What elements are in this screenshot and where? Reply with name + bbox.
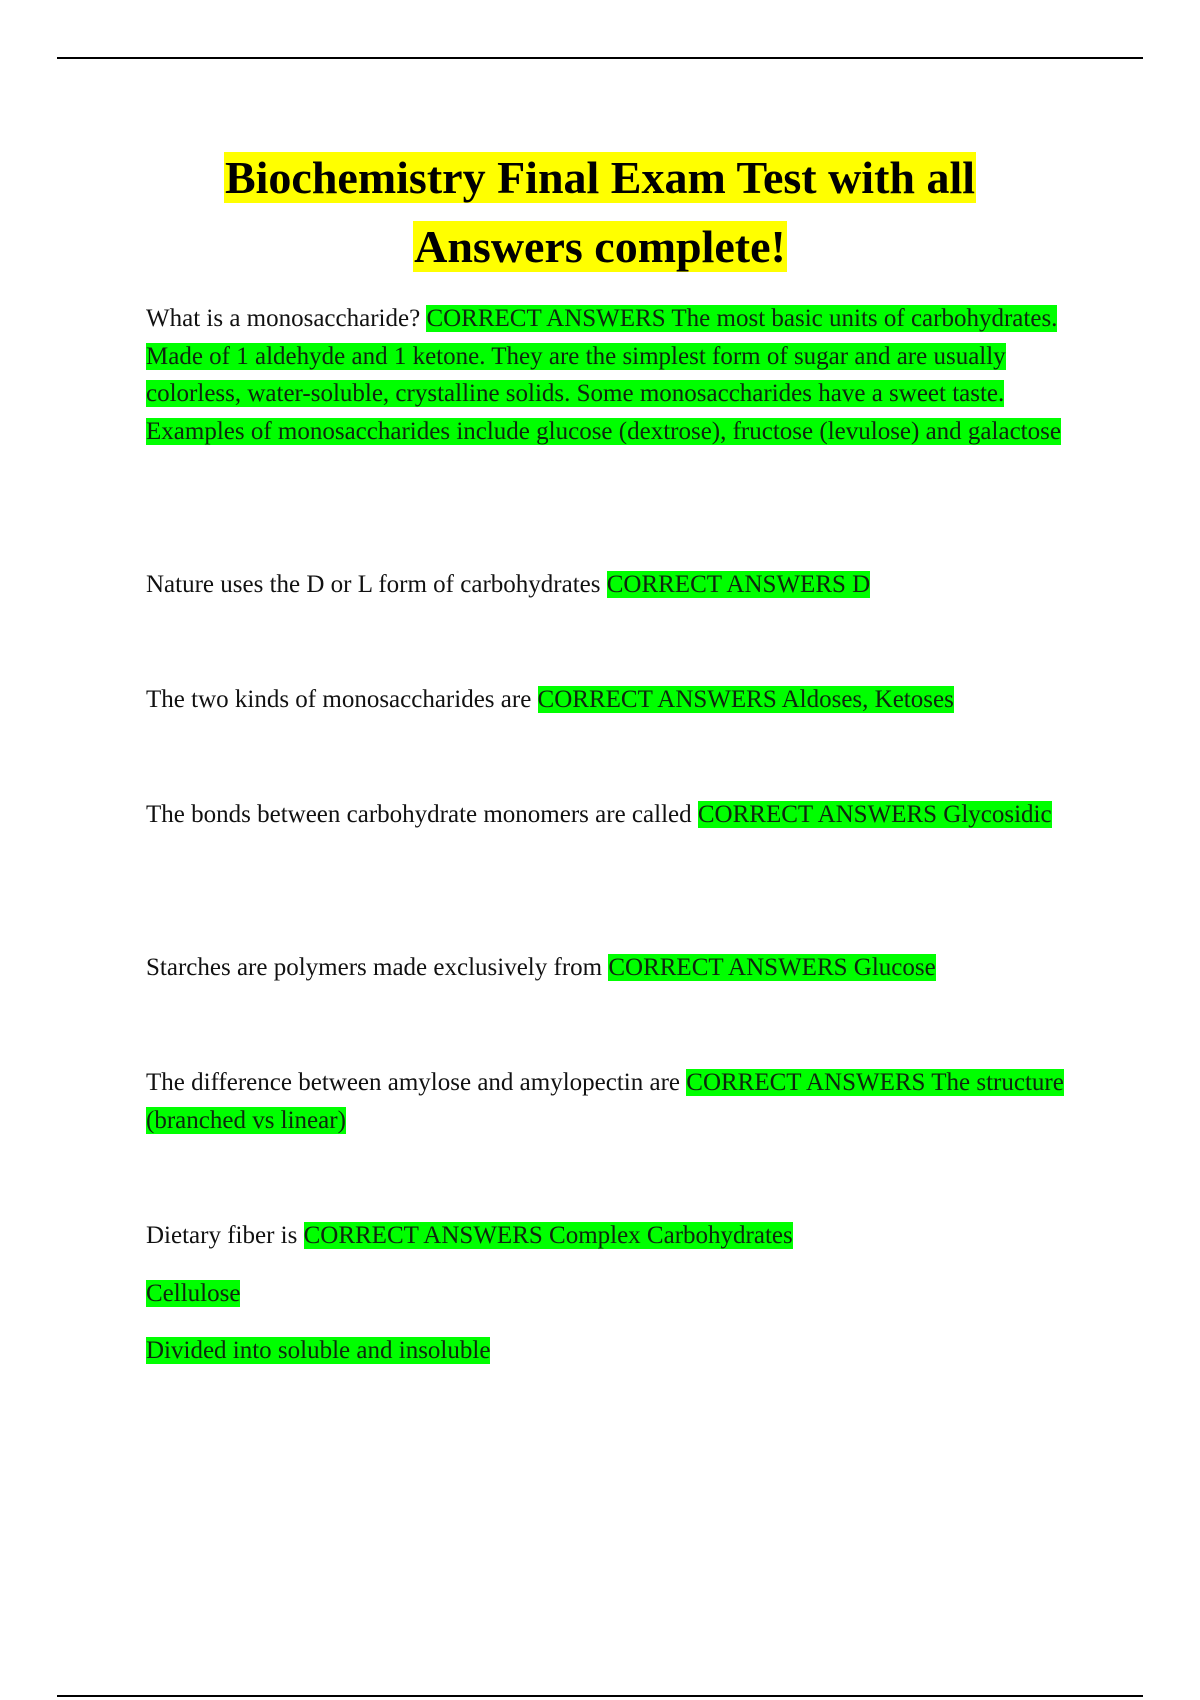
qa-item-2 — [146, 566, 1086, 604]
answer-7-line-divided: Divided into soluble and insoluble — [146, 1337, 491, 1364]
document-title — [0, 143, 1200, 281]
question-1: What is a monosaccharide? — [146, 305, 421, 332]
qa-item-4 — [146, 796, 1086, 834]
answer-4: CORRECT ANSWERS Glycosidic — [697, 801, 1052, 828]
question-5: Starches are polymers made exclusively from — [146, 954, 603, 981]
question-4: The bonds between carbohydrate monomers are called — [146, 801, 692, 828]
title-line-2: Answers complete! — [414, 221, 786, 272]
answer-7: CORRECT ANSWERS Complex Carbohydrates — [303, 1222, 793, 1249]
answer-3: CORRECT ANSWERS Aldoses, Ketoses — [537, 686, 954, 713]
answer-7-line-cellulose: Cellulose — [146, 1280, 241, 1307]
qa-item-1 — [146, 300, 1086, 450]
bottom-rule — [57, 1695, 1143, 1697]
qa-item-6 — [146, 1064, 1086, 1139]
title-line-1: Biochemistry Final Exam Test with all — [224, 152, 976, 203]
question-3: The two kinds of monosaccharides are — [146, 686, 532, 713]
answer-5: CORRECT ANSWERS Glucose — [608, 954, 936, 981]
answer-2: CORRECT ANSWERS D — [606, 571, 871, 598]
answer-7-extra-2 — [146, 1332, 490, 1370]
qa-item-7 — [146, 1217, 1086, 1255]
qa-item-5 — [146, 949, 1086, 987]
top-rule — [57, 57, 1143, 59]
answer-6: CORRECT ANSWERS The structure (branched vs linear) — [146, 1069, 1064, 1134]
qa-item-3 — [146, 681, 1086, 719]
answer-7-extra-1 — [146, 1275, 240, 1313]
question-2: Nature uses the D or L form of carbohydrates — [146, 571, 601, 598]
question-7: Dietary fiber is — [146, 1222, 298, 1249]
answer-1: CORRECT ANSWERS The most basic units of carbohydrates. Made of 1 aldehyde and 1 ketone. They are the simplest form of sugar and are usually colorless, water-soluble, crystalline solids. Some monosaccharides have a sweet taste. Examples of monosaccharides include glucose (dextrose), fructose (levulose) and galactose — [146, 305, 1061, 445]
question-6: The difference between amylose and amylopectin are — [146, 1069, 681, 1096]
